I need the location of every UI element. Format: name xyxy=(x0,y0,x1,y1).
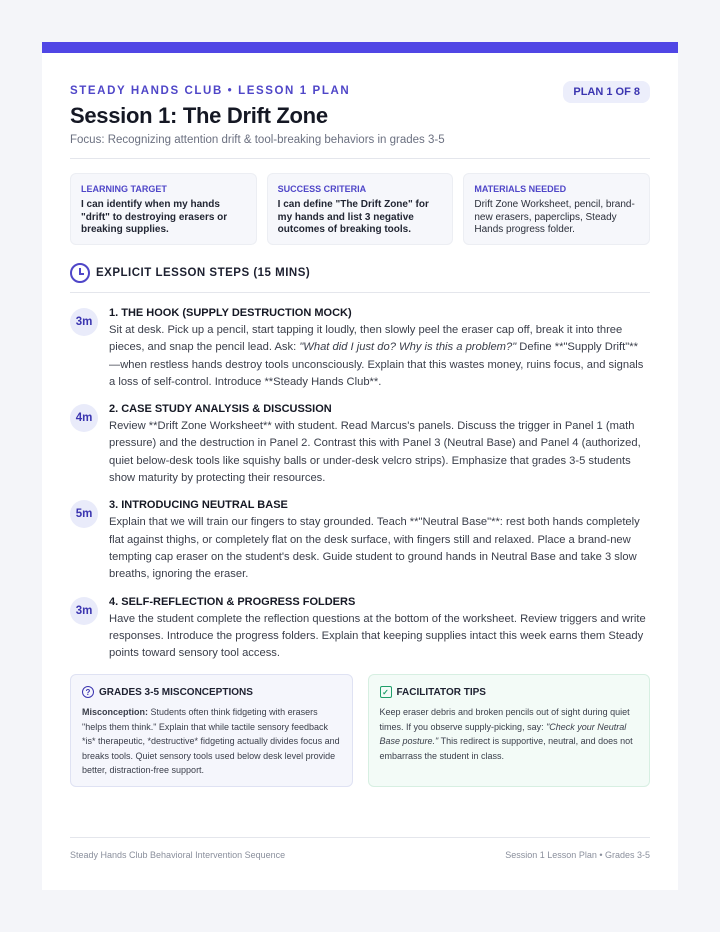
step-text xyxy=(109,322,650,391)
card-text: Drift Zone Worksheet, pencil, brand-new erasers, paperclips, Steady Hands progress folder. xyxy=(474,199,635,235)
facilitator-tips-box xyxy=(368,674,651,787)
card-text: I can identify when my hands "drift" to destroying erasers or breaking supplies. xyxy=(81,199,228,235)
materials-card xyxy=(463,173,650,245)
step-item xyxy=(70,403,650,487)
clock-icon xyxy=(70,263,90,283)
footer-right: Session 1 Lesson Plan • Grades 3-5 xyxy=(505,850,650,860)
tips-body: Keep eraser debris and broken pencils out of sight during quiet times. If you observe supply-picking, say: xyxy=(379,707,630,732)
step-text-part: Sit at desk. Pick up a pencil, start tapping it loudly, then slowly peel the eraser cap off, break it into three pieces, and snap the pencil lead. Ask: xyxy=(109,324,623,354)
misconceptions-box xyxy=(70,674,353,787)
step-quote: "What did I just do? Why is this a problem?" xyxy=(299,341,517,354)
step-text-part: Define **"Supply Drift"** —when restless hands destroy tools unconsciously. Explain that this wastes money, ruins focus, and signals a loss of self-control. Introduce **Steady Hands Club**. xyxy=(109,341,644,388)
lesson-steps xyxy=(70,307,650,662)
tips-title: FACILITATOR TIPS xyxy=(396,686,486,698)
steps-title: EXPLICIT LESSON STEPS (15 MINS) xyxy=(96,267,311,279)
step-duration-badge: 5m xyxy=(70,500,98,528)
header xyxy=(70,53,650,159)
step-duration-badge: 4m xyxy=(70,404,98,432)
tips-text xyxy=(380,705,639,763)
step-item xyxy=(70,307,650,391)
success-criteria-card xyxy=(267,173,454,245)
summary-cards xyxy=(70,173,650,245)
step-text: Have the student complete the reflection questions at the bottom of the worksheet. Review triggers and write responses. Introduce the progress folders. Explain that keeping supplies intact this week earns them Steady points toward sensory tool access. xyxy=(109,612,646,660)
misconceptions-text xyxy=(82,705,341,777)
step-text: Review **Drift Zone Worksheet** with student. Read Marcus's panels. Discuss the trigger in Panel 1 (math pressure) and the destruction in Panel 2. Contrast this with Panel 3 (Neutral Base) and Panel 4 (authorized, quiet below-desk tools like squishy balls or under-desk velcro strips). Emphasize that grades 3-5 students show maturity by protecting their resources. xyxy=(109,420,641,485)
step-title: 3. INTRODUCING NEUTRAL BASE xyxy=(109,499,288,512)
step-item xyxy=(70,596,650,663)
info-boxes xyxy=(70,674,650,787)
tips-body-end: This redirect is supportive, neutral, and does not embarrass the student in class. xyxy=(379,736,633,761)
footer xyxy=(70,837,650,860)
learning-target-card xyxy=(70,173,257,245)
step-text: Explain that we will train our fingers to stay grounded. Teach **"Neutral Base"**: rest both hands completely flat against thighs, or completely flat on the desk surface, with fingers still and relaxed. Place a brand-new tempting cap eraser on the student's desk. Guide student to ground hands in Neutral Base and take 3 slow breaths, ignoring the eraser. xyxy=(109,516,640,581)
footer-left: Steady Hands Club Behavioral Intervention Sequence xyxy=(70,850,286,860)
step-title: 1. THE HOOK (SUPPLY DESTRUCTION MOCK) xyxy=(109,307,352,319)
step-duration-badge: 3m xyxy=(70,597,98,625)
accent-bar xyxy=(42,42,678,53)
header-kicker: STEADY HANDS CLUB • LESSON 1 PLAN xyxy=(70,85,351,97)
step-duration-badge: 3m xyxy=(70,308,98,336)
page-title: Session 1: The Drift Zone xyxy=(70,103,328,128)
card-label: SUCCESS CRITERIA xyxy=(277,184,367,194)
step-title: 4. SELF-REFLECTION & PROGRESS FOLDERS xyxy=(109,595,356,608)
tips-quote: "Check your Neutral Base posture." xyxy=(379,721,627,747)
misconception-body: Students often think fidgeting with erasers "helps them think." Explain that while tactile sensory feedback *is* therapeutic, *destructive* fidgeting actually divides focus and breaks tools. Quiet sensory tools used below desk level provide better, distraction-free support. xyxy=(82,707,340,776)
steps-header xyxy=(70,263,650,293)
question-icon: ? xyxy=(82,686,94,698)
card-label: MATERIALS NEEDED xyxy=(474,184,567,194)
step-title: 2. CASE STUDY ANALYSIS & DISCUSSION xyxy=(109,403,332,416)
lesson-plan-page xyxy=(42,42,678,890)
check-square-icon: ✓ xyxy=(380,686,392,698)
step-item xyxy=(70,499,650,583)
misconceptions-title: GRADES 3-5 MISCONCEPTIONS xyxy=(99,686,253,698)
card-text: I can define "The Drift Zone" for my hands and list 3 negative outcomes of breaking tools. xyxy=(277,199,429,235)
card-label: LEARNING TARGET xyxy=(81,184,167,194)
misconception-lead: Misconception: xyxy=(82,707,149,718)
focus-line: Focus: Recognizing attention drift & tool-breaking behaviors in grades 3-5 xyxy=(70,134,650,159)
plan-badge: PLAN 1 OF 8 xyxy=(563,81,650,103)
